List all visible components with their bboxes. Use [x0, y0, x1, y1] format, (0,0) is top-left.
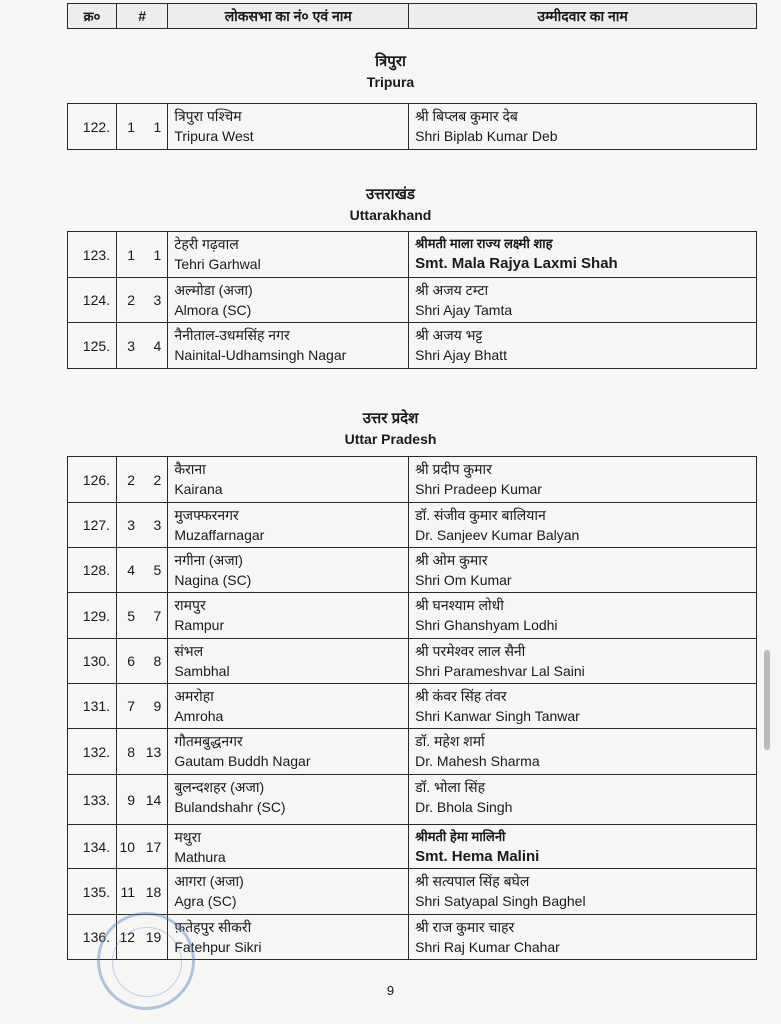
constituency-name-english: Fatehpur Sikri	[174, 939, 262, 955]
state-seq-number: 1	[117, 104, 142, 150]
constituency-number: 19	[141, 915, 168, 960]
state-seq-number: 2	[117, 457, 142, 503]
candidate-name-hindi: श्री घनश्याम लोधी	[415, 597, 504, 613]
candidate-name-hindi: डॉ. महेश शर्मा	[415, 733, 485, 749]
constituency-name-english: Tehri Garhwal	[174, 256, 261, 272]
candidate-table	[67, 231, 757, 369]
state-name-english: Uttarakhand	[349, 207, 432, 223]
candidate-name-hindi: श्रीमती माला राज्य लक्ष्मी शाह	[415, 236, 553, 251]
state-heading	[0, 409, 781, 449]
candidate-cell	[409, 278, 757, 323]
state-name-hindi: उत्तराखंड	[366, 186, 415, 203]
state-seq-number: 10	[117, 825, 142, 869]
constituency-cell	[168, 593, 409, 639]
state-seq-number: 6	[117, 639, 142, 684]
constituency-name-hindi: बुलन्दशहर (अजा)	[174, 779, 265, 795]
constituency-number: 7	[141, 593, 168, 639]
candidate-name-english: Shri Ghanshyam Lodhi	[415, 617, 558, 633]
constituency-number: 8	[141, 639, 168, 684]
candidate-name-english: Shri Kanwar Singh Tanwar	[415, 708, 580, 724]
table-row	[68, 548, 757, 593]
constituency-name-hindi: गौतमबुद्धनगर	[174, 733, 243, 749]
constituency-name-english: Muzaffarnagar	[174, 527, 265, 543]
candidate-name-english: Shri Biplab Kumar Deb	[415, 128, 558, 144]
candidate-name-english: Dr. Bhola Singh	[415, 799, 513, 815]
constituency-name-hindi: अमरोहा	[174, 688, 214, 704]
candidate-cell	[409, 775, 757, 825]
table-row	[68, 775, 757, 825]
constituency-name-hindi: टेहरी गढ़वाल	[174, 236, 239, 252]
constituency-cell	[168, 232, 409, 278]
candidate-name-english: Shri Raj Kumar Chahar	[415, 939, 560, 955]
serial-number: 131.	[68, 684, 117, 729]
constituency-name-hindi: अल्मोडा (अजा)	[174, 282, 253, 298]
constituency-cell	[168, 278, 409, 323]
candidate-name-english: Dr. Mahesh Sharma	[415, 753, 540, 769]
candidate-name-english: Smt. Mala Rajya Laxmi Shah	[415, 255, 618, 272]
constituency-name-hindi: आगरा (अजा)	[174, 873, 244, 889]
header-hash: #	[117, 4, 168, 29]
state-seq-number: 1	[117, 232, 142, 278]
column-header-row	[68, 4, 757, 29]
candidate-name-hindi: डॉ. संजीव कुमार बालियान	[415, 507, 546, 523]
table-row	[68, 684, 757, 729]
constituency-cell	[168, 775, 409, 825]
constituency-cell	[168, 684, 409, 729]
constituency-cell	[168, 503, 409, 548]
candidate-name-english: Shri Pradeep Kumar	[415, 481, 542, 497]
state-heading	[0, 52, 781, 92]
table-row	[68, 278, 757, 323]
constituency-cell	[168, 104, 409, 150]
candidate-cell	[409, 593, 757, 639]
table-row	[68, 825, 757, 869]
constituency-number: 18	[141, 869, 168, 915]
serial-number: 124.	[68, 278, 117, 323]
candidate-name-english: Shri Ajay Bhatt	[415, 347, 507, 363]
table-row	[68, 232, 757, 278]
table-row	[68, 869, 757, 915]
candidate-name-hindi: श्री अजय टम्टा	[415, 282, 489, 298]
constituency-name-hindi: मुजफ्फरनगर	[174, 507, 239, 523]
constituency-number: 14	[141, 775, 168, 825]
candidate-cell	[409, 548, 757, 593]
table-row	[68, 503, 757, 548]
state-name-hindi: त्रिपुरा	[375, 53, 406, 70]
state-seq-number: 8	[117, 729, 142, 775]
constituency-cell	[168, 457, 409, 503]
state-seq-number: 2	[117, 278, 142, 323]
candidate-name-english: Shri Om Kumar	[415, 572, 512, 588]
constituency-cell	[168, 548, 409, 593]
column-header-table	[67, 3, 757, 29]
header-candidate: उम्मीदवार का नाम	[409, 4, 757, 29]
constituency-number: 1	[141, 232, 168, 278]
candidate-name-english: Shri Satyapal Singh Baghel	[415, 893, 586, 909]
constituency-name-english: Almora (SC)	[174, 302, 252, 318]
scrollbar-thumb[interactable]	[764, 650, 770, 750]
candidate-name-english: Dr. Sanjeev Kumar Balyan	[415, 527, 580, 543]
candidate-cell	[409, 104, 757, 150]
constituency-cell	[168, 639, 409, 684]
candidate-cell	[409, 915, 757, 960]
constituency-number: 4	[141, 323, 168, 369]
constituency-number: 17	[141, 825, 168, 869]
table-row	[68, 457, 757, 503]
candidate-name-hindi: डॉ. भोला सिंह	[415, 779, 486, 795]
candidate-cell	[409, 323, 757, 369]
candidate-cell	[409, 684, 757, 729]
candidate-cell	[409, 457, 757, 503]
header-sno: क्र०	[68, 4, 117, 29]
serial-number: 130.	[68, 639, 117, 684]
constituency-number: 1	[141, 104, 168, 150]
constituency-number: 5	[141, 548, 168, 593]
state-seq-number: 3	[117, 323, 142, 369]
constituency-cell	[168, 825, 409, 869]
constituency-name-english: Rampur	[174, 617, 225, 633]
constituency-cell	[168, 869, 409, 915]
serial-number: 135.	[68, 869, 117, 915]
constituency-name-english: Nagina (SC)	[174, 572, 252, 588]
state-name-english: Tripura	[366, 74, 415, 90]
state-seq-number: 12	[117, 915, 142, 960]
state-seq-number: 4	[117, 548, 142, 593]
constituency-number: 3	[141, 278, 168, 323]
state-name-hindi: उत्तर प्रदेश	[362, 410, 419, 427]
serial-number: 132.	[68, 729, 117, 775]
candidate-name-hindi: श्री अजय भट्ट	[415, 327, 483, 343]
constituency-name-english: Nainital-Udhamsingh Nagar	[174, 347, 347, 363]
constituency-name-hindi: त्रिपुरा पश्चिम	[174, 108, 242, 124]
state-seq-number: 3	[117, 503, 142, 548]
serial-number: 125.	[68, 323, 117, 369]
constituency-number: 13	[141, 729, 168, 775]
candidate-name-hindi: श्री सत्यपाल सिंह बघेल	[415, 873, 530, 889]
candidate-cell	[409, 503, 757, 548]
serial-number: 127.	[68, 503, 117, 548]
table-row	[68, 323, 757, 369]
constituency-name-hindi: नगीना (अजा)	[174, 552, 243, 568]
candidate-table	[67, 456, 757, 960]
candidate-table	[67, 103, 757, 150]
constituency-name-hindi: मथुरा	[174, 829, 201, 845]
candidate-name-english: Shri Ajay Tamta	[415, 302, 513, 318]
state-seq-number: 9	[117, 775, 142, 825]
constituency-name-hindi: कैराना	[174, 461, 206, 477]
constituency-number: 3	[141, 503, 168, 548]
candidate-name-hindi: श्री ओम कुमार	[415, 552, 488, 568]
state-heading	[0, 185, 781, 225]
constituency-name-english: Bulandshahr (SC)	[174, 799, 286, 815]
state-seq-number: 5	[117, 593, 142, 639]
serial-number: 123.	[68, 232, 117, 278]
serial-number: 122.	[68, 104, 117, 150]
candidate-name-hindi: श्रीमती हेमा मालिनी	[415, 829, 506, 844]
state-name-english: Uttar Pradesh	[344, 431, 437, 447]
constituency-name-english: Gautam Buddh Nagar	[174, 753, 311, 769]
constituency-name-english: Amroha	[174, 708, 224, 724]
candidate-cell	[409, 869, 757, 915]
serial-number: 126.	[68, 457, 117, 503]
candidate-cell	[409, 639, 757, 684]
table-row	[68, 729, 757, 775]
candidate-name-english: Smt. Hema Malini	[415, 848, 540, 865]
constituency-name-hindi: संभल	[174, 643, 204, 659]
constituency-cell	[168, 915, 409, 960]
serial-number: 129.	[68, 593, 117, 639]
constituency-cell	[168, 729, 409, 775]
table-row	[68, 104, 757, 150]
candidate-cell	[409, 729, 757, 775]
candidate-cell	[409, 825, 757, 869]
constituency-number: 2	[141, 457, 168, 503]
candidate-name-hindi: श्री राज कुमार चाहर	[415, 919, 515, 935]
constituency-name-hindi: नैनीताल-उधमसिंह नगर	[174, 327, 290, 343]
constituency-name-english: Mathura	[174, 849, 226, 865]
state-seq-number: 7	[117, 684, 142, 729]
constituency-name-english: Kairana	[174, 481, 223, 497]
constituency-name-english: Sambhal	[174, 663, 230, 679]
constituency-name-hindi: फ़तेहपुर सीकरी	[174, 919, 252, 935]
serial-number: 133.	[68, 775, 117, 825]
constituency-cell	[168, 323, 409, 369]
candidate-name-hindi: श्री बिप्लब कुमार देब	[415, 108, 518, 124]
table-row	[68, 593, 757, 639]
page-number: 9	[386, 983, 395, 998]
candidate-name-english: Shri Parameshvar Lal Saini	[415, 663, 585, 679]
candidate-name-hindi: श्री परमेश्वर लाल सैनी	[415, 643, 526, 659]
serial-number: 128.	[68, 548, 117, 593]
constituency-number: 9	[141, 684, 168, 729]
constituency-name-english: Agra (SC)	[174, 893, 237, 909]
serial-number: 136.	[68, 915, 117, 960]
state-seq-number: 11	[117, 869, 142, 915]
constituency-name-hindi: रामपुर	[174, 597, 206, 613]
candidate-name-hindi: श्री कंवर सिंह तंवर	[415, 688, 507, 704]
candidate-cell	[409, 232, 757, 278]
candidate-name-hindi: श्री प्रदीप कुमार	[415, 461, 492, 477]
table-row	[68, 639, 757, 684]
constituency-name-english: Tripura West	[174, 128, 254, 144]
serial-number: 134.	[68, 825, 117, 869]
header-constituency: लोकसभा का नं० एवं नाम	[168, 4, 409, 29]
